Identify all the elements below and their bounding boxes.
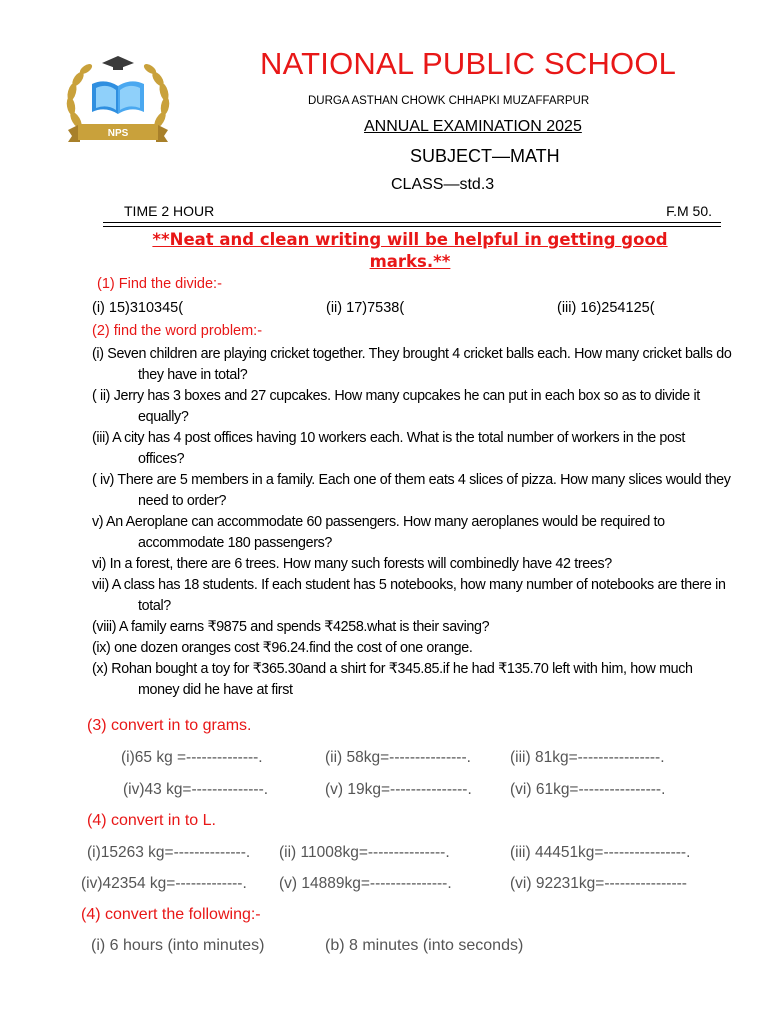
word-problem-list	[92, 344, 732, 701]
convert-item: (i)65 kg =--------------.	[121, 749, 263, 766]
school-logo	[62, 54, 174, 148]
school-name: NATIONAL PUBLIC SCHOOL	[260, 46, 677, 81]
convert-item: (ii) 11008kg=---------------.	[279, 844, 450, 861]
convert-item: (iv)42354 kg=-------------.	[81, 875, 247, 892]
convert-item: (v) 14889kg=---------------.	[279, 875, 452, 892]
full-marks: F.M 50.	[666, 203, 712, 219]
divide-item: (ii) 17)7538(	[326, 300, 405, 316]
convert-item: (i)15263 kg=--------------.	[87, 844, 251, 861]
convert-item: (iii) 44451kg=----------------.	[510, 844, 691, 861]
section2-heading: (2) find the word problem:-	[92, 323, 263, 339]
exam-time: TIME 2 HOUR	[124, 203, 215, 219]
logo-text: NPS	[107, 128, 129, 139]
section5-heading: (4) convert the following:-	[81, 906, 261, 923]
exam-title: ANNUAL EXAMINATION 2025	[364, 118, 582, 135]
word-problem: vi) In a forest, there are 6 trees. How many such forests will combinedly have 42 trees?	[92, 556, 612, 572]
section3-heading: (3) convert in to grams.	[87, 717, 252, 734]
word-problem: ( ii) Jerry has 3 boxes and 27 cupcakes. How many cupcakes he can put in each box so as to divide it equally?	[92, 388, 700, 425]
convert-item: (i) 6 hours (into minutes)	[91, 937, 265, 954]
word-problem: (i) Seven children are playing cricket together. They brought 4 cricket balls each. How many cricket balls do they have in total?	[92, 346, 732, 383]
convert-item: (ii) 58kg=---------------.	[325, 749, 471, 766]
convert-item: (v) 19kg=---------------.	[325, 781, 472, 798]
section1-heading: (1) Find the divide:-	[97, 276, 222, 292]
subject-line: SUBJECT—MATH	[410, 146, 560, 166]
word-problem: (x) Rohan bought a toy for ₹365.30and a shirt for ₹345.85.if he had ₹135.70 left with him, how much money did he have at first	[92, 661, 693, 698]
word-problem: (viii) A family earns ₹9875 and spends ₹4258.what is their saving?	[92, 619, 490, 635]
convert-item: (iv)43 kg=--------------.	[123, 781, 269, 798]
convert-item: (iii) 81kg=----------------.	[510, 749, 665, 766]
word-problem: ( iv) There are 5 members in a family. Each one of them eats 4 slices of pizza. How many slices would they need to order?	[92, 472, 731, 509]
convert-item: (vi) 92231kg=----------------	[510, 875, 687, 892]
header-divider-2	[103, 226, 721, 227]
convert-item: (vi) 61kg=----------------.	[510, 781, 666, 798]
divide-item: (iii) 16)254125(	[557, 300, 655, 316]
section4-heading: (4) convert in to L.	[87, 812, 216, 829]
instruction-note: **Neat and clean writing will be helpful in getting good marks.**	[152, 230, 668, 271]
word-problem: vii) A class has 18 students. If each student has 5 notebooks, how many number of notebooks are there in total?	[92, 577, 726, 614]
word-problem: v) An Aeroplane can accommodate 60 passengers. How many aeroplanes would be required to accommodate 180 passengers?	[92, 514, 665, 551]
header-divider	[103, 222, 721, 223]
divide-item: (i) 15)310345(	[92, 300, 184, 316]
school-address: DURGA ASTHAN CHOWK CHHAPKI MUZAFFARPUR	[308, 95, 590, 107]
word-problem: (ix) one dozen oranges cost ₹96.24.find the cost of one orange.	[92, 640, 473, 656]
convert-item: (b) 8 minutes (into seconds)	[325, 937, 524, 954]
word-problem: (iii) A city has 4 post offices having 10 workers each. What is the total number of workers in the post offices?	[92, 430, 686, 467]
class-line: CLASS—std.3	[391, 176, 495, 193]
